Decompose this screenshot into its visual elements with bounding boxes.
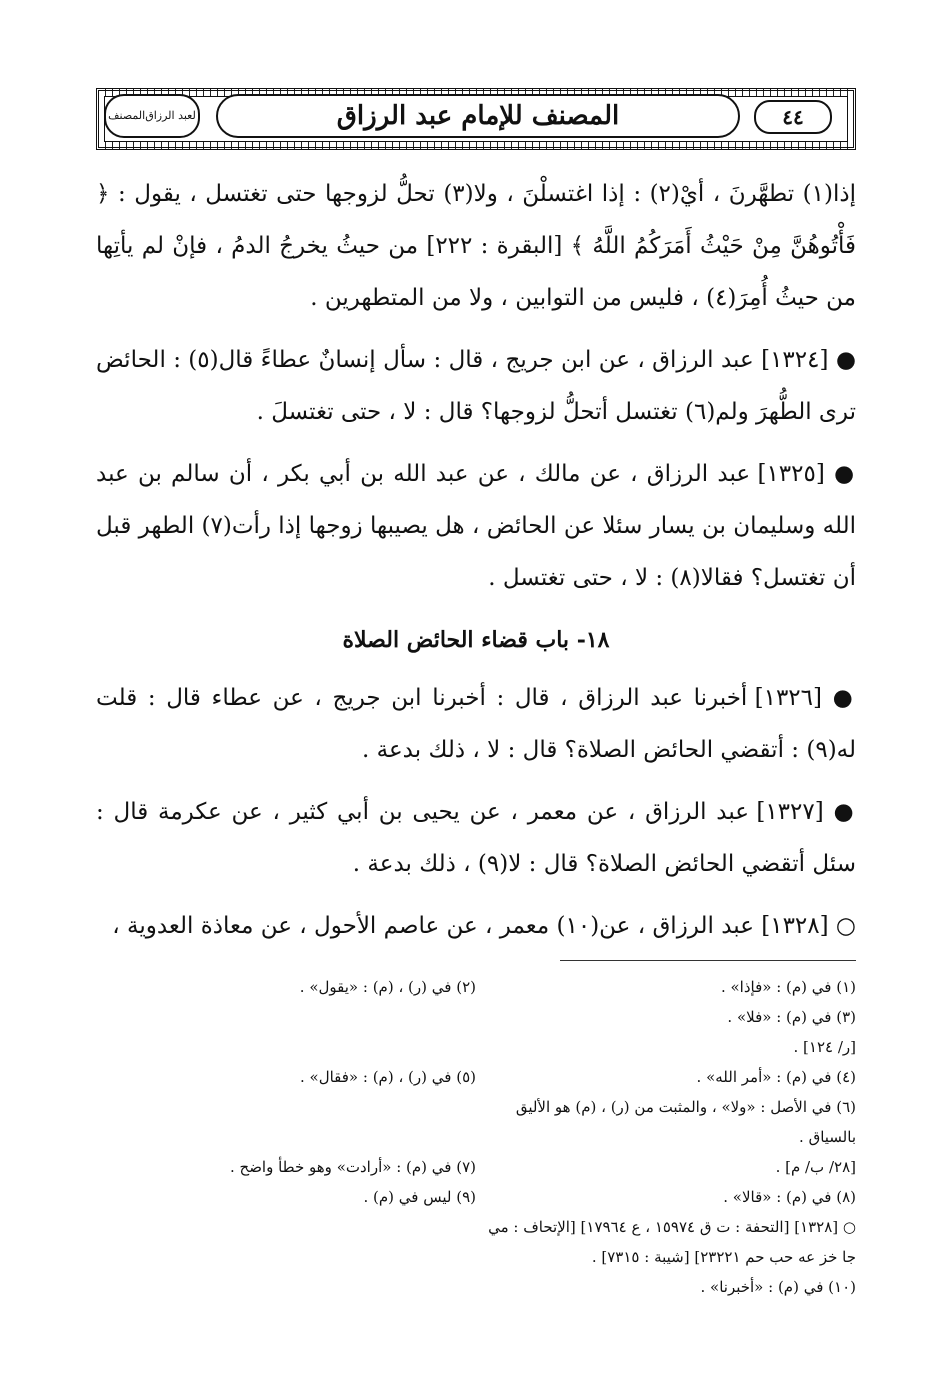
footnote: ○ [١٣٢٨] [التحفة : ت ق ١٥٩٧٤ ، ع ١٧٩٦٤] [الإتحاف : مي جا خز عه حب حم ٢٣٢٢١] [شيبة : ٧٣١٥] . — [488, 1218, 856, 1266]
footnote: (٣) في (م) : «فلا» . — [727, 1008, 856, 1026]
hadith-1325: ● [١٣٢٥] عبد الرزاق ، عن مالك ، عن عبد الله بن أبي بكر ، أن سالم بن عبد الله وسليمان بن يسار سئلا عن الحائض ، هل يصيبها زوجها إذا رأت(٧) الطهر قبل أن تغتسل؟ فقالا(٨) : لا ، حتى تغتسل . — [95, 461, 856, 591]
book-title: المصنف للإمام عبد الرزاق — [216, 94, 740, 138]
footnote — [96, 1212, 476, 1272]
hadith-1326: ● [١٣٢٦] أخبرنا عبد الرزاق ، قال : أخبرنا ابن جريج ، عن عطاء قال : قلت له(٩) : أتقضي الحائض الصلاة؟ قال : لا ، ذلك بدعة . — [96, 685, 856, 763]
footnote-row — [96, 1032, 856, 1062]
footnote — [96, 1092, 476, 1152]
hadith-1324: ● [١٣٢٤] عبد الرزاق ، عن ابن جريج ، قال : سأل إنسانٌ عطاءً قال(٥) : الحائض ترى الطُّهرَ ولم(٦) تغتسل أتحلُّ لزوجها؟ قال : لا ، حتى تغتسلَ . — [96, 347, 856, 425]
footnote: (٤) في (م) : «أمر الله» . — [696, 1068, 856, 1086]
footnote: [٢٨/ ب/ م] . — [775, 1158, 856, 1176]
hadith-1328: ○ [١٣٢٨] عبد الرزاق ، عن(١٠) معمر ، عن عاصم الأحول ، عن معاذة العدوية ، — [112, 913, 856, 939]
footnote-row — [96, 1152, 856, 1182]
footnote-row — [96, 1212, 856, 1272]
footnote: (٨) في (م) : «قالا» . — [723, 1188, 856, 1206]
footnote: (٦) في الأصل : «ولا» ، والمثبت من (ر) ، (م) هو الأليق بالسياق . — [515, 1098, 856, 1146]
footnote — [96, 1272, 476, 1302]
footnote: (٢) في (ر) ، (م) : «يقول» . — [299, 978, 476, 996]
seal-line-1: المصنف — [108, 109, 146, 122]
footnote: (٩) ليس في (م) . — [363, 1188, 476, 1206]
paragraph-continuation: إذا(١) تطهَّرنَ ، أيْ(٢) : إذا اغتسلْنَ ، ولا(٣) تحلُّ لزوجها حتى تغتسل ، يقول : ﴿ فَأْتُوهُنَّ مِنْ حَيْثُ أَمَرَكُمُ اللَّهُ ﴾ [البقرة : ٢٢٢] من حيثُ يخرجُ الدمُ ، فإنْ لم يأتِها من حيثُ أُمِرَ(٤) ، فليس من التوابين ، ولا من المتطهرين . — [96, 181, 856, 311]
footnote-row — [96, 1272, 856, 1302]
page-header — [96, 88, 856, 150]
footnote: (٧) في (م) : «أرادت» وهو خطأ واضح . — [229, 1158, 476, 1176]
seal-line-2: لعبد الرزاق — [145, 109, 196, 122]
footnote — [96, 1002, 476, 1032]
footnote: [ر/ ١٢٤] . — [793, 1038, 856, 1056]
chapter-heading: ١٨- باب قضاء الحائض الصلاة — [342, 627, 610, 653]
footnote-row — [96, 1092, 856, 1152]
footnotes — [96, 972, 856, 1302]
book-seal-logo — [104, 94, 200, 138]
footnote — [96, 1032, 476, 1062]
page-number: ٤٤ — [754, 100, 832, 134]
footnote-row — [96, 1182, 856, 1212]
hadith-1327: ● [١٣٢٧] عبد الرزاق ، عن معمر ، عن يحيى بن أبي كثير ، عن عكرمة قال : سئل أتقضي الحائض الصلاة؟ قال : لا(٩) ، ذلك بدعة . — [96, 799, 856, 877]
footnote-row — [96, 972, 856, 1002]
footnote-row — [96, 1002, 856, 1032]
footnote: (٥) في (ر) ، (م) : «فقال» . — [299, 1068, 476, 1086]
footnote-divider — [560, 960, 856, 961]
main-text — [96, 168, 856, 962]
footnote-row — [96, 1062, 856, 1092]
footnote: (١٠) في (م) : «أخبرنا» . — [700, 1278, 856, 1296]
footnote: (١) في (م) : «فإذا» . — [720, 978, 856, 996]
